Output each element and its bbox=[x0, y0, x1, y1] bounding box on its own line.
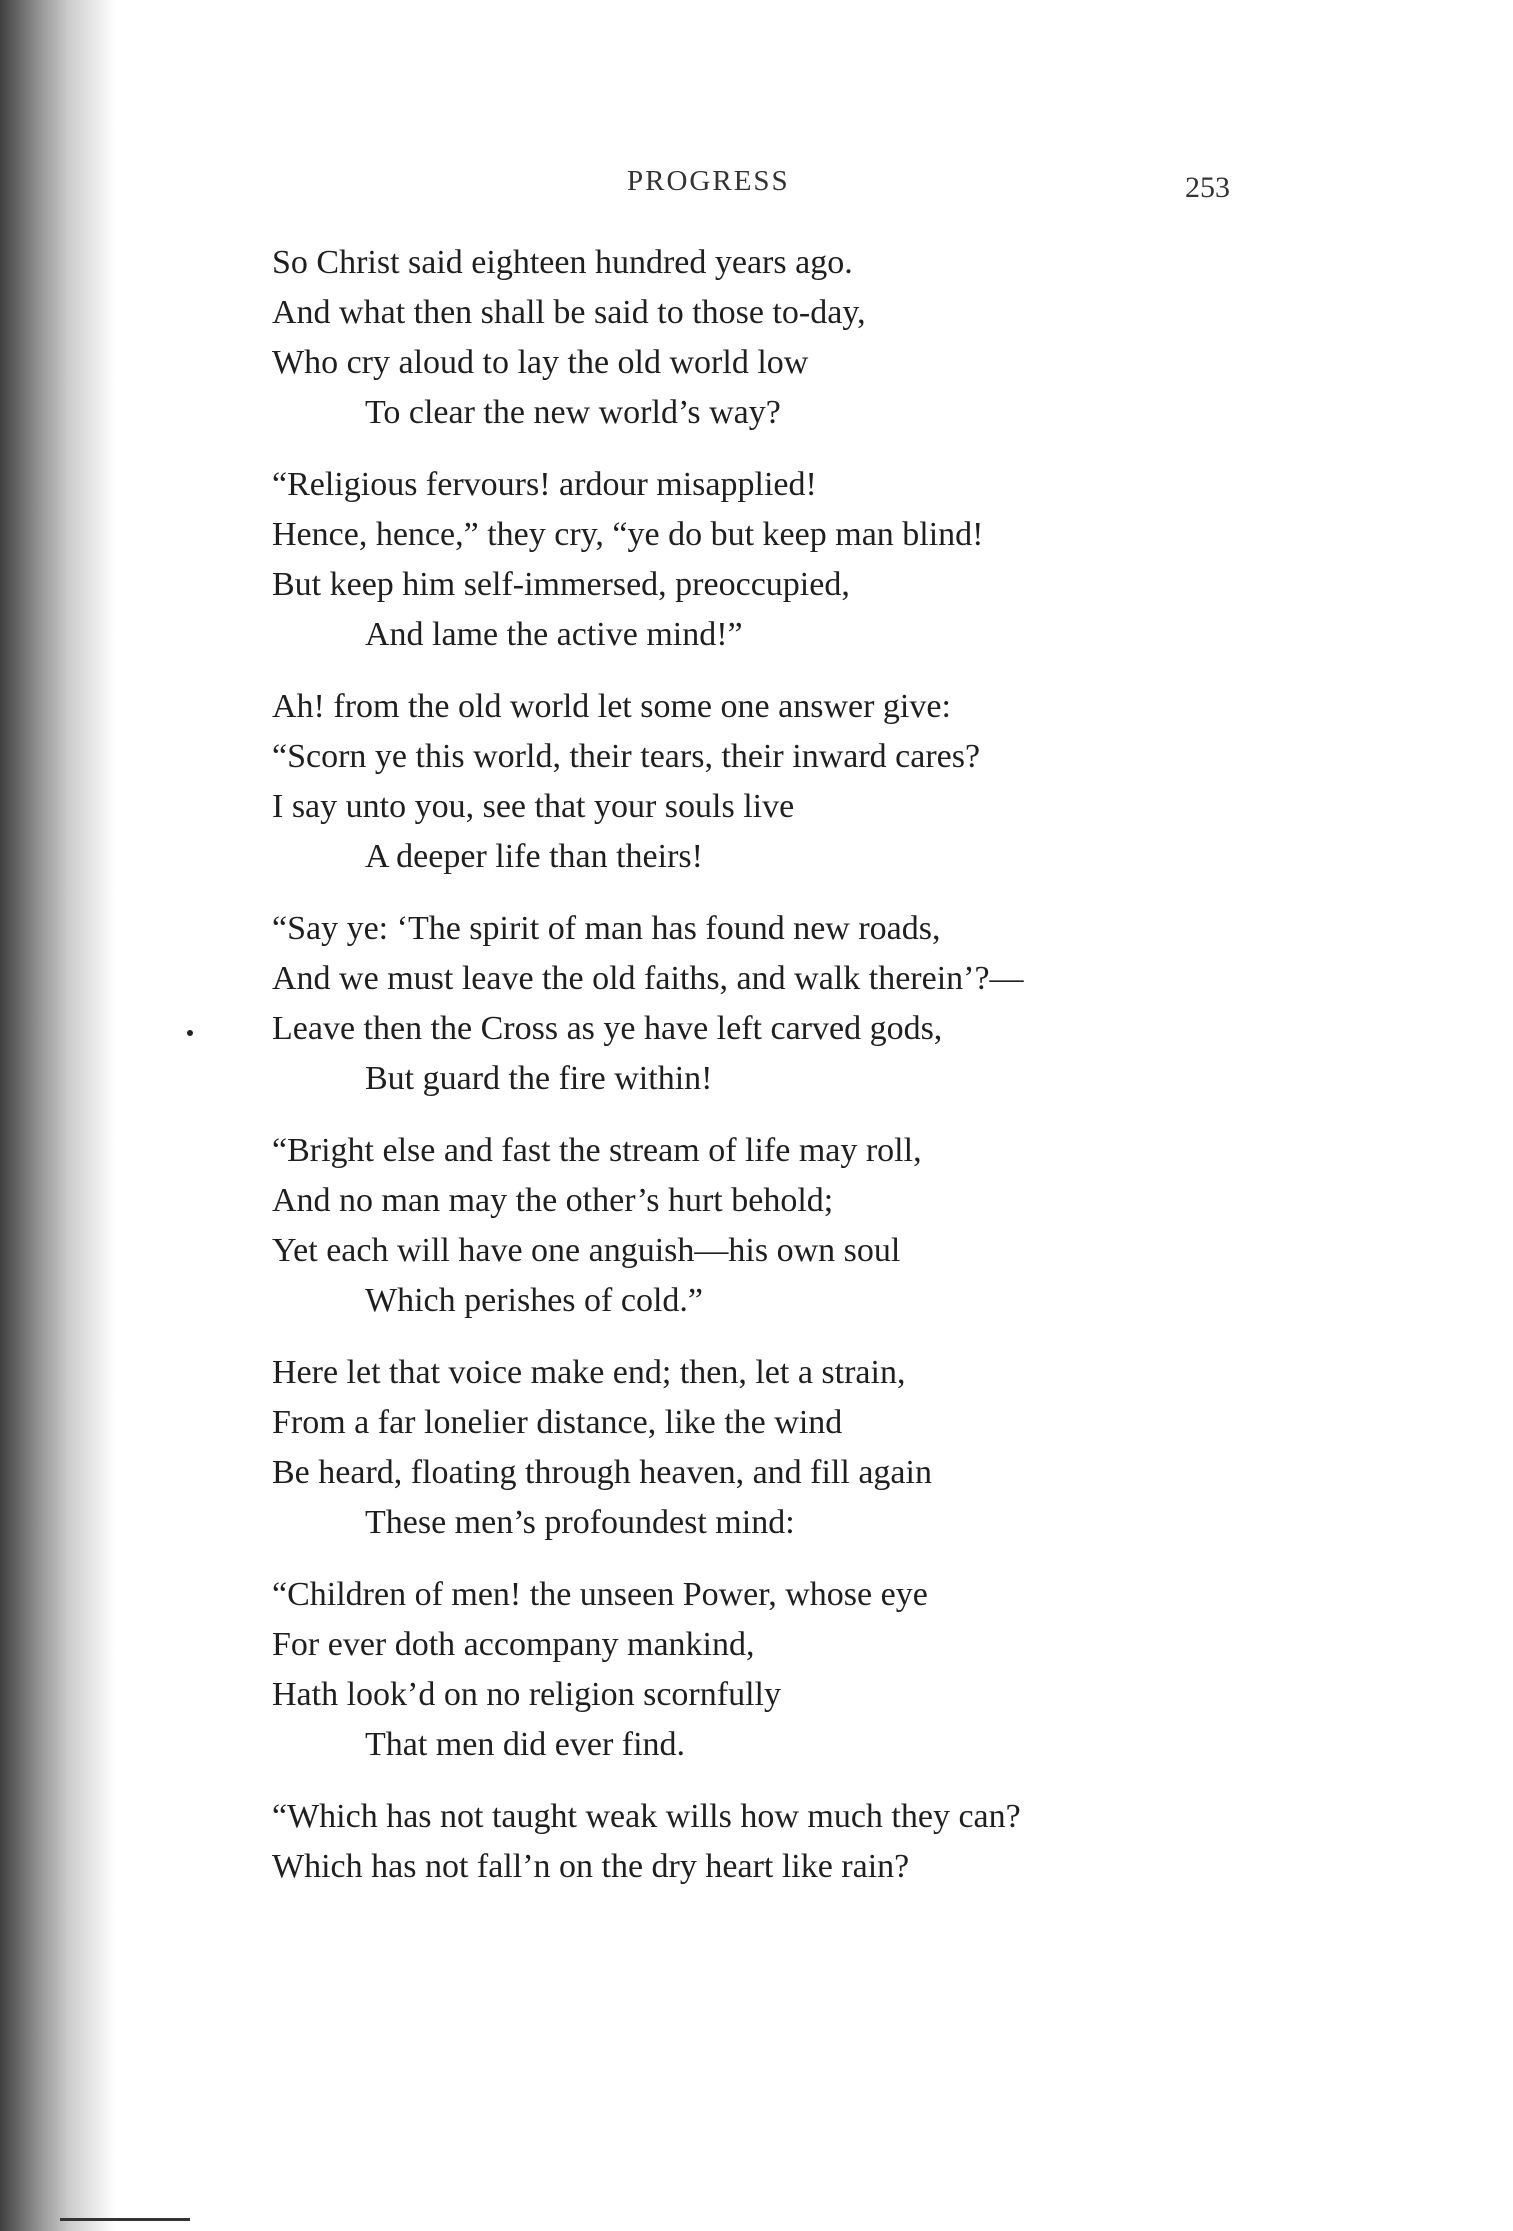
poem-line: A deeper life than theirs! bbox=[365, 838, 703, 875]
poem-body bbox=[272, 238, 1282, 1914]
poem-line: “Bright else and fast the stream of life may roll, bbox=[272, 1132, 922, 1169]
page-number: 253 bbox=[1185, 171, 1230, 204]
poem-line: “Say ye: ‘The spirit of man has found new roads, bbox=[272, 910, 941, 947]
poem-line: Yet each will have one anguish—his own soul bbox=[272, 1232, 901, 1269]
poem-line: “Religious fervours! ardour misapplied! bbox=[272, 466, 817, 503]
scan-gutter-shadow bbox=[0, 0, 120, 2231]
poem-line: Ah! from the old world let some one answer give: bbox=[272, 688, 951, 725]
poem-line: “Children of men! the unseen Power, whose eye bbox=[272, 1576, 928, 1613]
poem-line: And no man may the other’s hurt behold; bbox=[272, 1182, 834, 1219]
poem-line: And what then shall be said to those to-day, bbox=[272, 294, 866, 331]
poem-line: Hence, hence,” they cry, “ye do but keep man blind! bbox=[272, 516, 984, 553]
poem-line: To clear the new world’s way? bbox=[365, 394, 781, 431]
stanza-8 bbox=[272, 1792, 1282, 1892]
poem-line: But guard the fire within! bbox=[365, 1060, 713, 1097]
stanza-7 bbox=[272, 1570, 1282, 1770]
poem-line: Which has not fall’n on the dry heart like rain? bbox=[272, 1848, 910, 1885]
poem-line: Which perishes of cold.” bbox=[365, 1282, 703, 1319]
poem-line: From a far lonelier distance, like the wind bbox=[272, 1404, 843, 1441]
poem-line: And lame the active mind!” bbox=[365, 616, 743, 653]
poem-line: Be heard, floating through heaven, and fill again bbox=[272, 1454, 932, 1491]
scan-speck bbox=[187, 1030, 193, 1036]
poem-line: These men’s profoundest mind: bbox=[365, 1504, 795, 1541]
poem-line: “Scorn ye this world, their tears, their inward cares? bbox=[272, 738, 981, 775]
poem-line: Hath look’d on no religion scornfully bbox=[272, 1676, 781, 1713]
poem-line: Who cry aloud to lay the old world low bbox=[272, 344, 809, 381]
page-header bbox=[0, 165, 1513, 205]
poem-line: That men did ever find. bbox=[365, 1726, 686, 1763]
poem-line: I say unto you, see that your souls live bbox=[272, 788, 795, 825]
stanza-1 bbox=[272, 238, 1282, 438]
poem-line: So Christ said eighteen hundred years ago. bbox=[272, 244, 853, 281]
running-title: PROGRESS bbox=[627, 165, 790, 197]
scan-gutter-edge bbox=[60, 2218, 190, 2221]
stanza-6 bbox=[272, 1348, 1282, 1548]
poem-line: Here let that voice make end; then, let a strain, bbox=[272, 1354, 906, 1391]
stanza-2 bbox=[272, 460, 1282, 660]
stanza-3 bbox=[272, 682, 1282, 882]
stanza-5 bbox=[272, 1126, 1282, 1326]
poem-line: But keep him self-immersed, preoccupied, bbox=[272, 566, 850, 603]
stanza-4 bbox=[272, 904, 1282, 1104]
poem-line: For ever doth accompany mankind, bbox=[272, 1626, 755, 1663]
poem-line: Leave then the Cross as ye have left carved gods, bbox=[272, 1010, 943, 1047]
poem-line: And we must leave the old faiths, and walk therein’?— bbox=[272, 960, 1024, 997]
poem-line: “Which has not taught weak wills how much they can? bbox=[272, 1798, 1021, 1835]
